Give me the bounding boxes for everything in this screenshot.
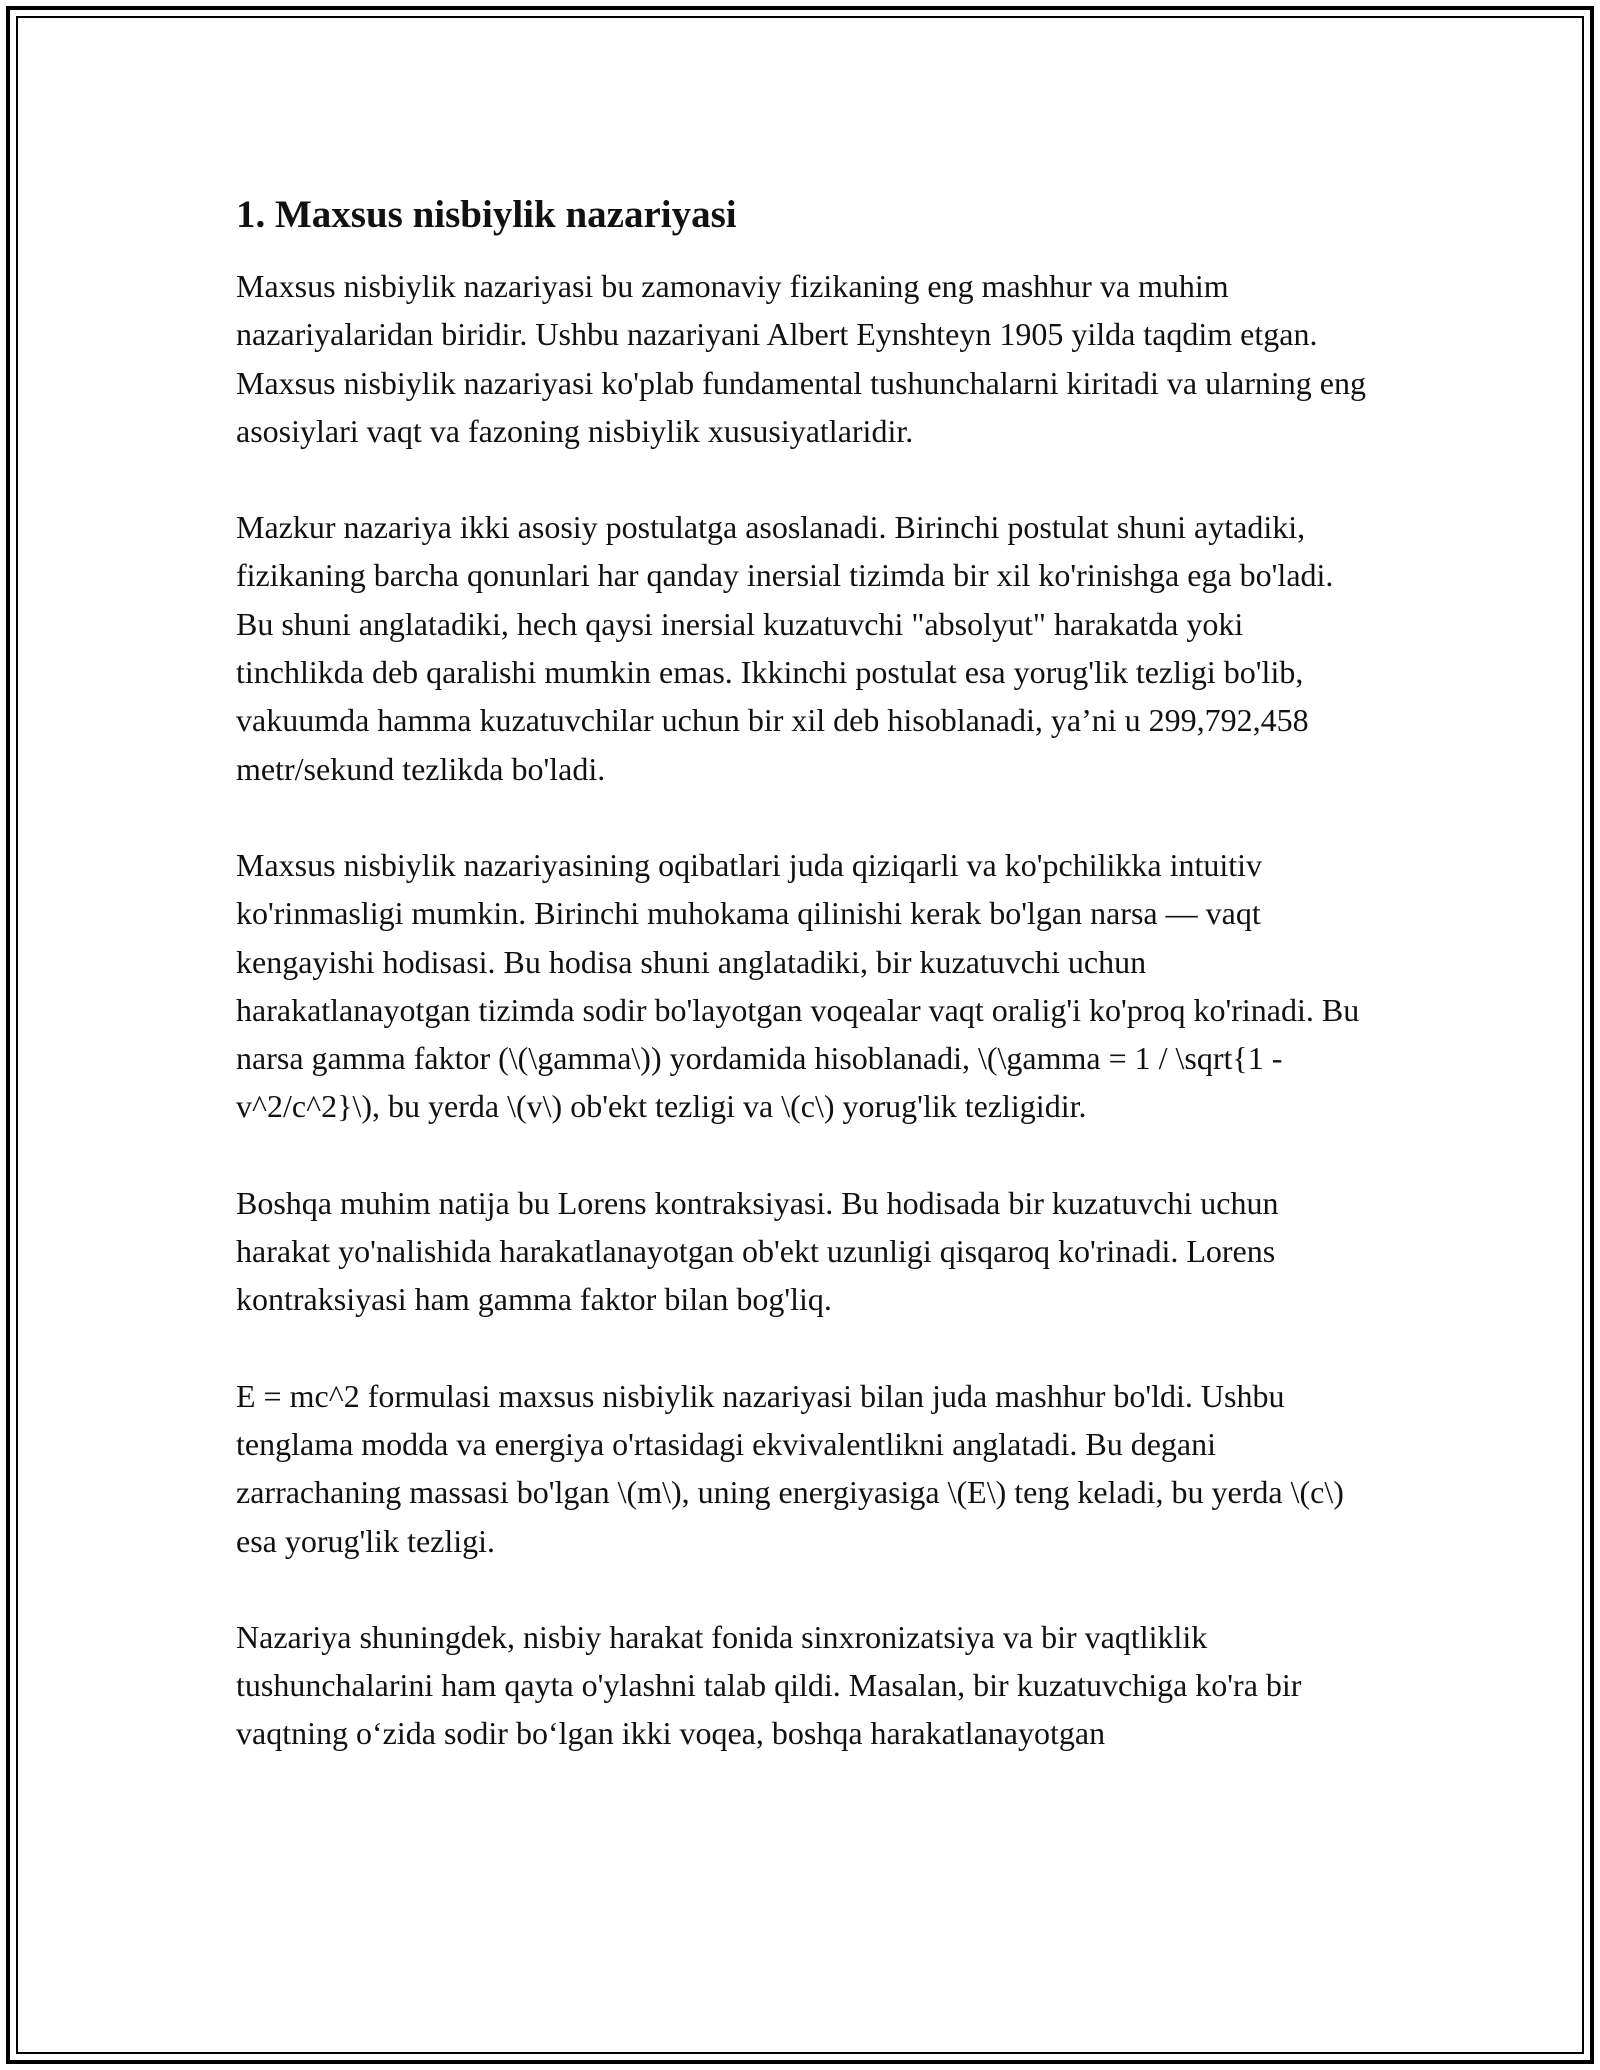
paragraph-simultaneity: Nazariya shuningdek, nisbiy harakat fonida sinxronizatsiya va bir vaqtliklik tushunchalarini ham qayta o'ylashni talab qildi. Masalan, bir kuzatuvchiga ko'ra bir vaqtning o‘zida sodir bo‘lgan ikki voqea, boshqa harakatlanayotgan xyxy=(236,1618,1302,1752)
document-body xyxy=(236,188,1366,1806)
paragraph-lorentz-contraction: Boshqa muhim natija bu Lorens kontraksiyasi. Bu hodisada bir kuzatuvchi uchun harakat yo'nalishida harakatlanayotgan ob'ekt uzunligi qisqaroq ko'rinadi. Lorens kontraksiyasi ham gamma faktor bilan bog'liq. xyxy=(236,1184,1279,1318)
paragraph-mass-energy: E = mc^2 formulasi maxsus nisbiylik nazariyasi bilan juda mashhur bo'ldi. Ushbu tenglama modda va energiya o'rtasidagi ekvivalentlikni anglatadi. Bu degani zarrachaning massasi bo'lgan \(m\), uning energiyasiga \(E\) teng keladi, bu yerda \(c\) esa yorug'lik tezligi. xyxy=(236,1377,1344,1559)
paragraph-intro: Maxsus nisbiylik nazariyasi bu zamonaviy fizikaning eng mashhur va muhim nazariyalaridan biridir. Ushbu nazariyani Albert Eynshteyn 1905 yilda taqdim etgan. Maxsus nisbiylik nazariyasi ko'plab fundamental tushunchalarni kiritadi va ularning eng asosiylari vaqt va fazoning nisbiylik xususiyatlaridir. xyxy=(236,268,1366,449)
paragraph-postulates: Mazkur nazariya ikki asosiy postulatga asoslanadi. Birinchi postulat shuni aytadiki, fizikaning barcha qonunlari har qanday inersial tizimda bir xil ko'rinishga ega bo'ladi. Bu shuni anglatadiki, hech qaysi inersial kuzatuvchi "absolyut" harakatda yoki tinchlikda deb qaralishi mumkin emas. Ikkinchi postulat esa yorug'lik tezligi bo'lib, vakuumda hamma kuzatuvchilar uchun bir xil deb hisoblanadi, ya’ni u 299,792,458 metr/sekund tezlikda bo'ladi. xyxy=(236,509,1334,787)
section-heading: 1. Maxsus nisbiylik nazariyasi xyxy=(236,193,737,236)
paragraph-time-dilation: Maxsus nisbiylik nazariyasining oqibatlari juda qiziqarli va ko'pchilikka intuitiv ko'rinmasligi mumkin. Birinchi muhokama qilinishi kerak bo'lgan narsa — vaqt kengayishi hodisasi. Bu hodisa shuni anglatadiki, bir kuzatuvchi uchun harakatlanayotgan tizimda sodir bo'layotgan voqealar vaqt oralig'i ko'proq ko'rinadi. Bu narsa gamma faktor (\(\gamma\)) yordamida hisoblanadi, \(\gamma = 1 / \sqrt{1 - v^2/c^2}\), bu yerda \(v\) ob'ekt tezligi va \(c\) yorug'lik tezligidir. xyxy=(236,846,1360,1125)
